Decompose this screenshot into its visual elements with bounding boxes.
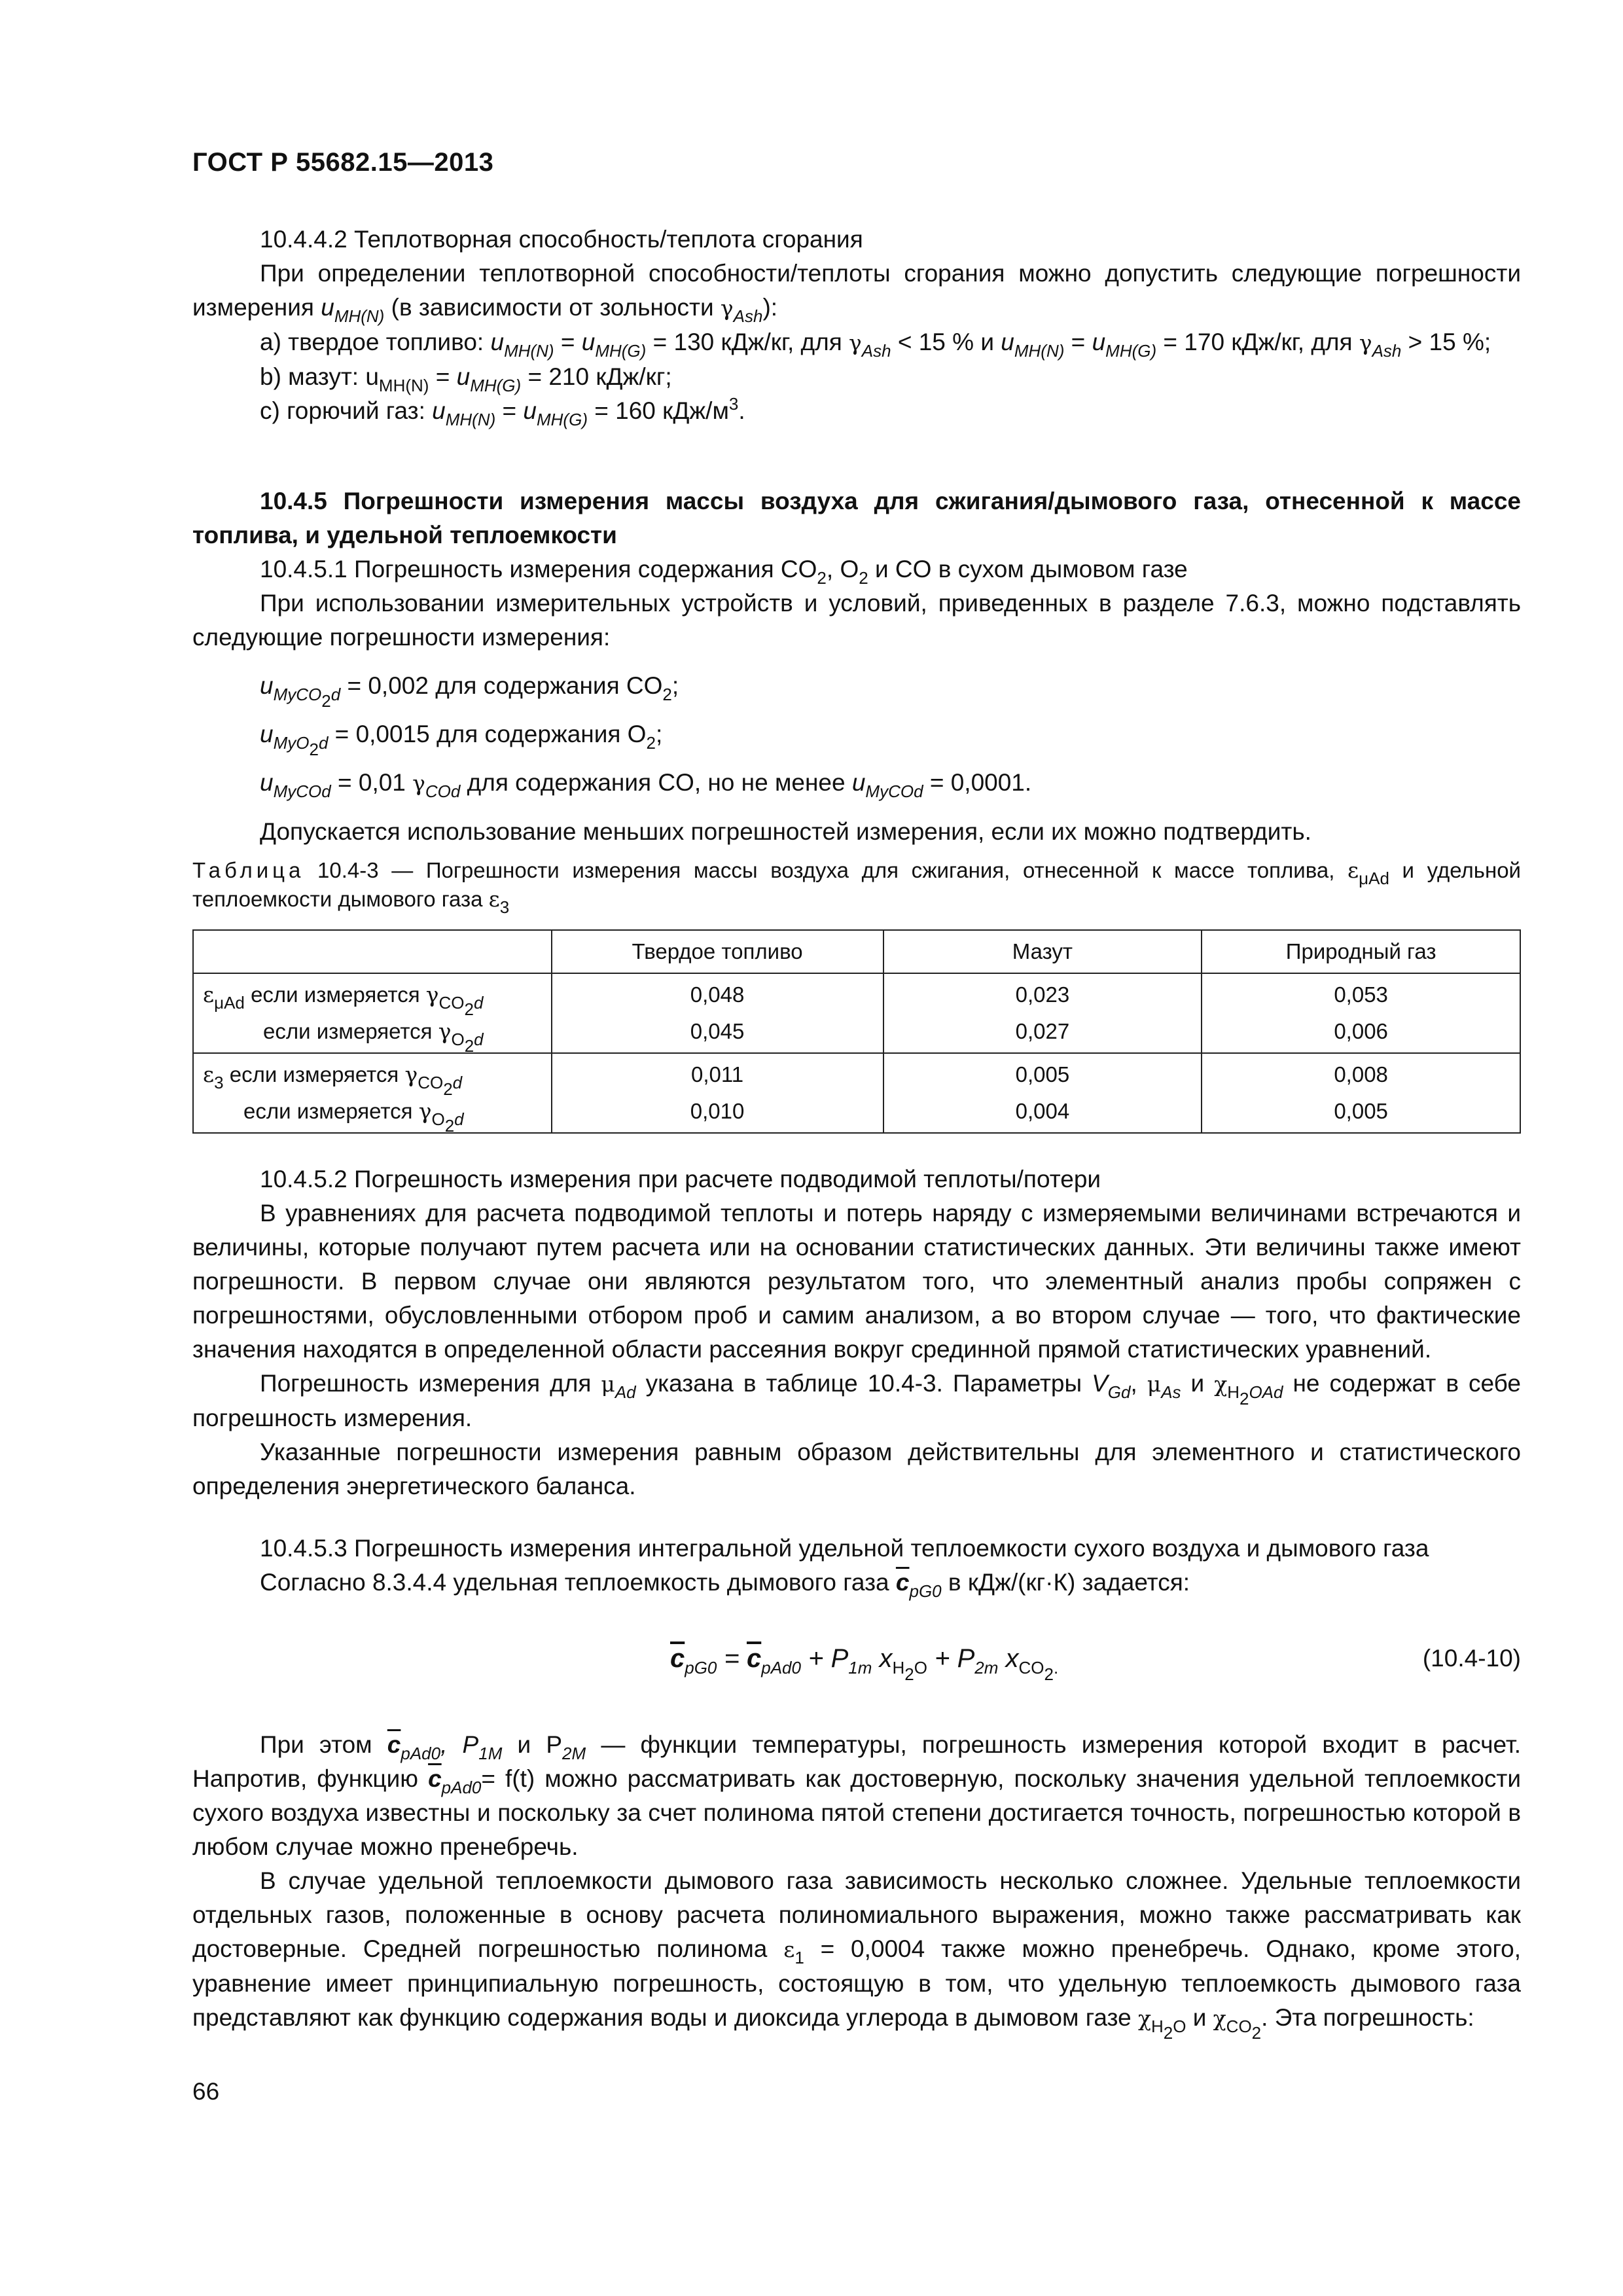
- section-10-4-4-2: [192, 223, 1521, 428]
- section-10-4-5-3: [192, 1532, 1521, 1600]
- table-header-row: [193, 930, 1520, 973]
- paragraph: В уравнениях для расчета подводимой теплоты и потерь наряду с измеряемыми величинами встречаются и величины, которые получают путем расчета или на основании статистических данных. Эти величины также имеют погрешности. В первом случае они являются результатом того, что элементный анализ пробы сопряжен с погрешностями, обусловленными отбором проб и самим анализом, а во втором случае — того, что фактические значения находятся в определенной области рассеяния вокруг срединной прямой статистических уравнений.: [192, 1200, 1521, 1363]
- document-code-header: ГОСТ Р 55682.15—2013: [192, 148, 494, 177]
- section-10-4-5-2: [192, 1162, 1521, 1503]
- section-10-4-5: [192, 484, 1521, 849]
- equation-number: (10.4-10): [1422, 1645, 1521, 1672]
- table-row: [193, 1053, 1520, 1133]
- formula-o2: $u_{MyO_2d} = 0,0015$ для содержания $O_2$;: [260, 721, 663, 759]
- error-table: [192, 929, 1521, 1134]
- table-cell: 0,005 0,004: [883, 1053, 1202, 1133]
- list-item-b: b) мазут: $u_{MH(N)} = u_{MH(G)} = 210$ кДж/кг;: [260, 363, 672, 395]
- page-number: 66: [192, 2078, 220, 2105]
- formula-co: $u_{MyCOd} = 0,01$ $\gamma_{COd}$ для содержания CO, но не менее $u_{MyCOd} = 0,0001$.: [260, 769, 1032, 801]
- paragraph: При определении теплотворной способности/теплоты сгорания можно допустить следующие погрешности измерения $u_{MH(N)}$ (в зависимости от зольности $\gamma_{Ash}$):: [192, 260, 1521, 326]
- section-10-4-5-3-continued: [192, 1728, 1522, 2043]
- subsection-title: 10.4.5.3 Погрешность измерения интегральной удельной теплоемкости сухого воздуха и дымового газа: [260, 1535, 1429, 1562]
- formula-co2: $u_{MyCO_2d} = 0,002$ для содержания $CO_2$;: [260, 672, 679, 711]
- table-header-cell: Твердое топливо: [552, 930, 883, 973]
- paragraph: В случае удельной теплоемкости дымового газа зависимость несколько сложнее. Удельные теплоемкости отдельных газов, положенные в основу расчета полиномиального выражения, можно также рассматривать как достоверные. Средней погрешностью полинома $\varepsilon_1 = 0,0004$ также можно пренебречь. Однако, кроме этого, уравнение имеет принципиальную погрешность, состоящую в том, что удельную теплоемкость дымового газа представляют как функцию содержания воды и диоксида углерода в дымовом газе $\chi_{H_2O}$ и $\chi_{CO_2}$. Эта погрешность:: [192, 1867, 1521, 2043]
- table-header-cell: [193, 930, 552, 973]
- paragraph: Допускается использование меньших погрешностей измерения, если их можно подтвердить.: [260, 818, 1311, 845]
- equation-10-4-10: [192, 1638, 1521, 1683]
- section-heading: 10.4.5 Погрешности измерения массы воздуха для сжигания/дымового газа, отнесенной к массе топлива, и удельной теплоемкости: [192, 488, 1521, 548]
- table-header-cell: Природный газ: [1202, 930, 1520, 973]
- paragraph: Указанные погрешности измерения равным образом действительны для элементного и статистического определения энергетического баланса.: [192, 1439, 1521, 1499]
- paragraph: Согласно 8.3.4.4 удельная теплоемкость дымового газа $\overline{c}_{pG0}$ в кДж/(кг·К) задается:: [260, 1569, 1190, 1601]
- table-cell: 0,048 0,045: [552, 973, 883, 1053]
- list-item-a: а) твердое топливо: $u_{MH(N)} = u_{MH(G)} = 130$ кДж/кг, для $\gamma_{Ash} < 15$ % и $u_{MH(N)} = u_{MH(G)} = 170$ кДж/кг, для $\gamma_{Ash} > 15$ %;: [260, 329, 1491, 361]
- row-label: $\varepsilon_3$ если измеряется $\gamma_{CO_2d}$ если измеряется $\gamma_{O_2d}$: [193, 1053, 552, 1133]
- row-label: $\varepsilon_{\mu Ad}$ если измеряется $\gamma_{CO_2d}$ если измеряется $\gamma_{O_2d}$: [193, 973, 552, 1053]
- subsection-title: 10.4.4.2 Теплотворная способность/теплота сгорания: [260, 226, 863, 253]
- equation-body: $\overline{c}_{pG0} = \overline{c}_{pAd0} + P_{1m}$ $x_{H_2O} + P_{2m}$ $x_{CO_2.}$: [670, 1644, 1059, 1684]
- paragraph: При этом $\overline{c}_{pAd0}$, $P_{1M}$ и $P_{2M}$ — функции температуры, погрешность измерения которой входит в расчет. Напротив, функцию $\overline{c}_{pAd0}= f(t)$ можно рассматривать как достоверную, поскольку значения удельной теплоемкости сухого воздуха известны и поскольку за счет полинома пятой степени достигается точность, погрешностью которой в любом случае можно пренебречь.: [192, 1731, 1522, 1860]
- subsection-title: 10.4.5.2 Погрешность измерения при расчете подводимой теплоты/потери: [260, 1166, 1101, 1193]
- paragraph: Погрешность измерения для $\mu_{Ad}$ указана в таблице 10.4-3. Параметры $V_{Gd}$, $\mu_{As}$ и $\chi_{H_2OAd}$ не содержат в себе погрешность измерения.: [192, 1370, 1522, 1431]
- table-cell: 0,053 0,006: [1202, 973, 1520, 1053]
- table-cell: 0,011 0,010: [552, 1053, 883, 1133]
- paragraph: При использовании измерительных устройств и условий, приведенных в разделе 7.6.3, можно подставлять следующие погрешности измерения:: [192, 590, 1521, 651]
- subsection-title: 10.4.5.1 Погрешность измерения содержания $CO_2$, $O_2$ и CO в сухом дымовом газе: [260, 556, 1188, 588]
- table-caption: Таблица 10.4-3 — Погрешности измерения массы воздуха для сжигания, отнесенной к массе топлива, $\varepsilon_{\mu Ad}$ и удельной теплоемкости дымового газа $\varepsilon_3$: [192, 857, 1521, 917]
- table-header-cell: Мазут: [883, 930, 1202, 973]
- table-cell: 0,008 0,005: [1202, 1053, 1520, 1133]
- list-item-c: c) горючий газ: $u_{MH(N)} = u_{MH(G)} = 160$ кДж/$м^3$.: [260, 394, 745, 429]
- table-cell: 0,023 0,027: [883, 973, 1202, 1053]
- table-row: [193, 973, 1520, 1053]
